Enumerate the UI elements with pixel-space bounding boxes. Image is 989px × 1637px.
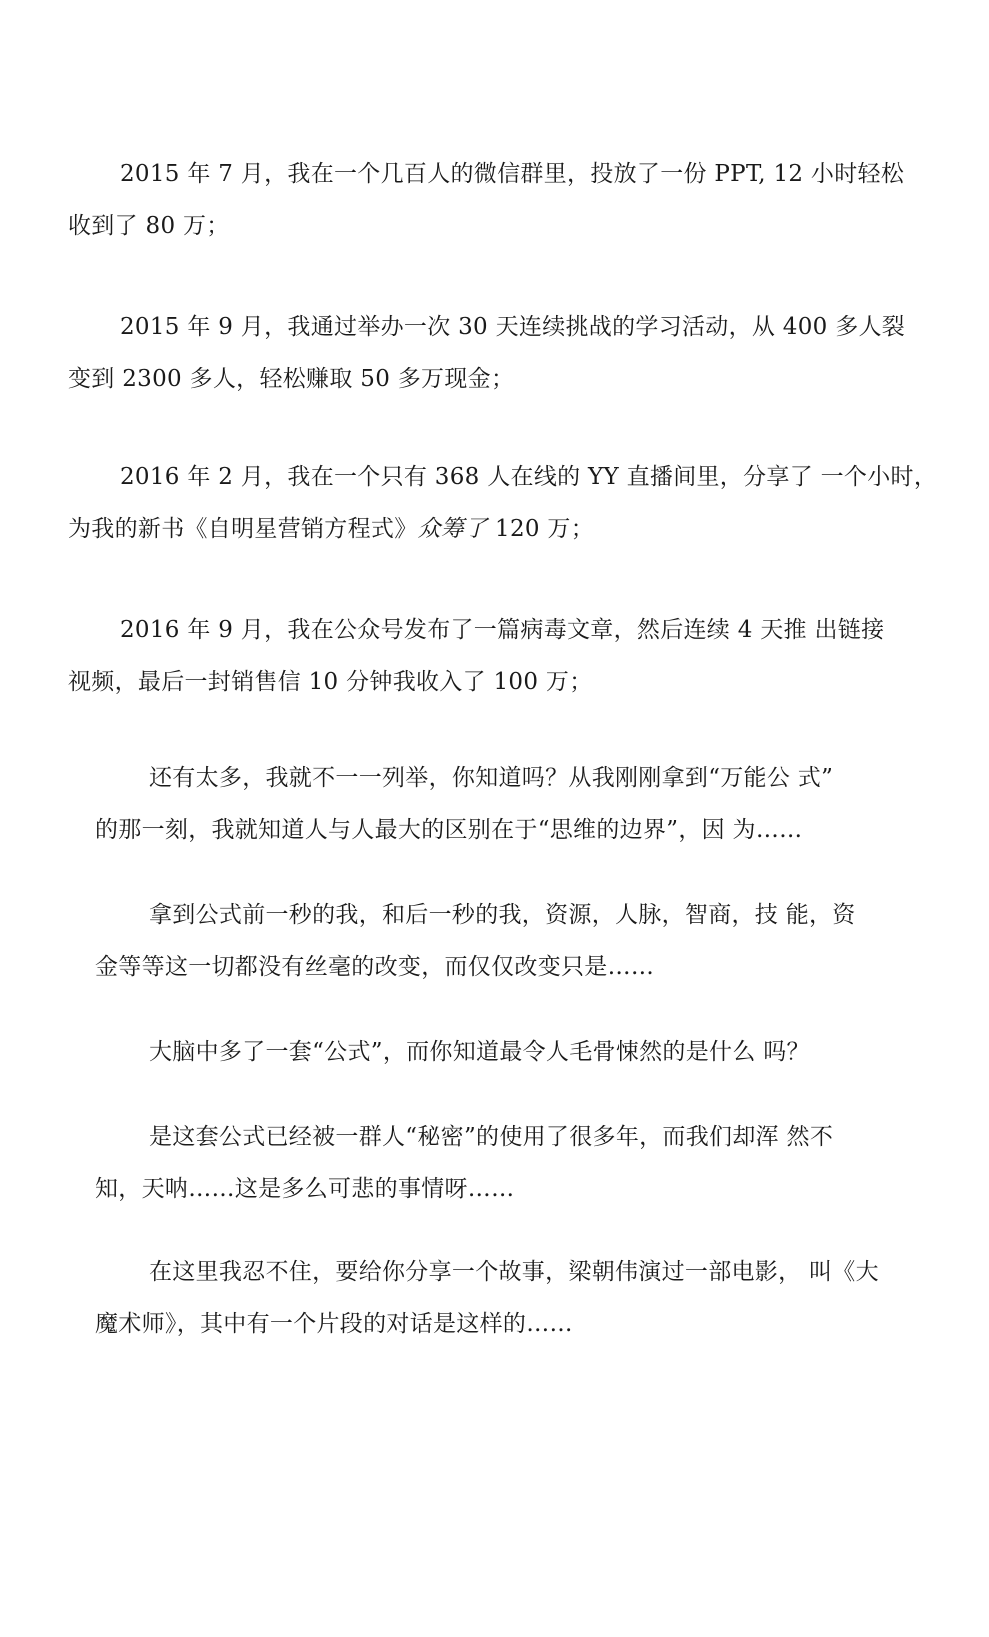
paragraph-line: 视频，最后一封销售信 10 分钟我收入了 100 万； bbox=[68, 669, 593, 695]
paragraph-line: 收到了 80 万； bbox=[68, 213, 230, 239]
paragraph-line: 2016 年 2 月，我在一个只有 368 人在线的 YY 直播间里，分享了 一个小时， bbox=[120, 464, 938, 490]
paragraph-before-after bbox=[95, 889, 928, 993]
paragraph-brain-formula bbox=[95, 1026, 928, 1078]
paragraph-line: 2015 年 7 月，我在一个几百人的微信群里，投放了一份 PPT, 12 小时轻松 bbox=[120, 161, 905, 187]
paragraph-line: 变到 2300 多人，轻松赚取 50 多万现金； bbox=[68, 366, 515, 392]
paragraph-2015-september bbox=[68, 301, 928, 405]
paragraph-line: 的那一刻，我就知道人与人最大的区别在于“思维的边界”，因 为…… bbox=[95, 817, 803, 843]
paragraph-2016-february bbox=[68, 451, 938, 555]
paragraph-line: 还有太多，我就不一一列举，你知道吗？从我刚刚拿到“万能公 式” bbox=[149, 765, 834, 791]
paragraph-secret-use bbox=[95, 1111, 928, 1215]
italic-text: 众筹了 bbox=[417, 516, 488, 542]
paragraph-line: 魔术师》，其中有一个片段的对话是这样的…… bbox=[95, 1311, 573, 1337]
paragraph-line: 2015 年 9 月，我通过举办一次 30 天连续挑战的学习活动，从 400 多人裂 bbox=[120, 314, 906, 340]
paragraph-story-intro bbox=[95, 1246, 928, 1350]
paragraph-line: 拿到公式前一秒的我，和后一秒的我，资源，人脉，智商，技 能，资 bbox=[149, 902, 856, 928]
paragraph-text: 120 万； bbox=[487, 516, 595, 542]
paragraph-line: 知，天呐……这是多么可悲的事情呀…… bbox=[95, 1176, 515, 1202]
paragraph-line: 金等等这一切都没有丝毫的改变，而仅仅改变只是…… bbox=[95, 954, 655, 980]
paragraph-line: 在这里我忍不住，要给你分享一个故事，梁朝伟演过一部电影， 叫《大 bbox=[149, 1259, 879, 1285]
paragraph-formula-boundary bbox=[95, 752, 928, 856]
paragraph-line: 2016 年 9 月，我在公众号发布了一篇病毒文章，然后连续 4 天推 出链接 bbox=[120, 617, 885, 643]
paragraph-2015-july bbox=[68, 148, 928, 252]
paragraph-line: 大脑中多了一套“公式”，而你知道最令人毛骨悚然的是什么 吗？ bbox=[149, 1039, 810, 1065]
paragraph-line: 是这套公式已经被一群人“秘密”的使用了很多年，而我们却浑 然不 bbox=[149, 1124, 834, 1150]
paragraph-2016-september bbox=[68, 604, 928, 708]
paragraph-text: 为我的新书《自明星营销方程式》 bbox=[68, 516, 418, 542]
paragraph-line bbox=[68, 503, 928, 555]
